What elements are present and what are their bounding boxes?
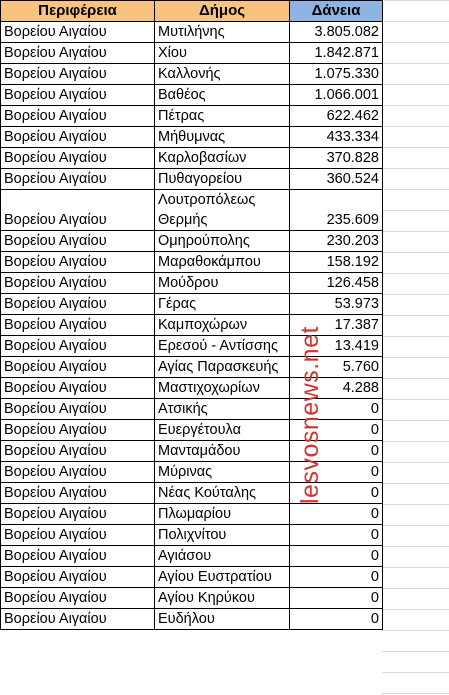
region-cell[interactable]: Βορείου Αιγαίου (1, 22, 155, 43)
municipality-cell[interactable]: Πλωμαρίου (155, 504, 290, 525)
loans-cell[interactable]: 158.192 (290, 252, 383, 273)
loans-cell[interactable]: 0 (290, 420, 383, 441)
table-row (1, 525, 383, 546)
loans-cell[interactable]: 0 (290, 441, 383, 462)
table-row (1, 85, 383, 106)
table-row (1, 483, 383, 504)
loans-cell[interactable]: 0 (290, 609, 383, 630)
table-row (1, 441, 383, 462)
table-row (1, 106, 383, 127)
empty-grid-area (382, 0, 449, 695)
loans-cell[interactable]: 1.066.001 (290, 85, 383, 106)
municipality-cell[interactable]: Γέρας (155, 294, 290, 315)
column-header-municipality[interactable]: Δήμος (155, 1, 290, 22)
region-cell[interactable]: Βορείου Αιγαίου (1, 462, 155, 483)
table-row (1, 273, 383, 294)
loans-cell[interactable]: 13.419 (290, 336, 383, 357)
table-row (1, 462, 383, 483)
table-row (1, 546, 383, 567)
municipality-cell[interactable]: Αγίου Κηρύκου (155, 588, 290, 609)
loans-cell[interactable]: 53.973 (290, 294, 383, 315)
loans-cell[interactable]: 235.609 (290, 190, 383, 231)
table-row (1, 190, 383, 231)
region-cell[interactable]: Βορείου Αιγαίου (1, 588, 155, 609)
loans-cell[interactable]: 370.828 (290, 148, 383, 169)
table-row (1, 399, 383, 420)
region-cell[interactable]: Βορείου Αιγαίου (1, 441, 155, 462)
municipality-cell[interactable]: Νέας Κούταλης (155, 483, 290, 504)
municipality-cell[interactable]: Ευεργέτουλα (155, 420, 290, 441)
column-header-loans[interactable]: Δάνεια (290, 1, 383, 22)
table-row (1, 148, 383, 169)
loans-cell[interactable]: 622.462 (290, 106, 383, 127)
table-row (1, 127, 383, 148)
region-cell[interactable]: Βορείου Αιγαίου (1, 273, 155, 294)
region-cell[interactable]: Βορείου Αιγαίου (1, 546, 155, 567)
loans-cell[interactable]: 0 (290, 504, 383, 525)
region-cell[interactable]: Βορείου Αιγαίου (1, 64, 155, 85)
municipality-cell[interactable]: Ομηρούπολης (155, 231, 290, 252)
municipality-cell[interactable]: Μαστιχοχωρίων (155, 378, 290, 399)
region-cell[interactable]: Βορείου Αιγαίου (1, 252, 155, 273)
table-row (1, 64, 383, 85)
loans-cell[interactable]: 360.524 (290, 169, 383, 190)
loans-cell[interactable]: 0 (290, 525, 383, 546)
region-cell[interactable]: Βορείου Αιγαίου (1, 43, 155, 64)
table-row (1, 43, 383, 64)
municipality-cell[interactable]: Μαραθοκάμπου (155, 252, 290, 273)
municipality-cell[interactable]: Μήθυμνας (155, 127, 290, 148)
table-row (1, 22, 383, 43)
region-cell[interactable]: Βορείου Αιγαίου (1, 399, 155, 420)
loans-cell[interactable]: 0 (290, 462, 383, 483)
header-row (1, 1, 383, 22)
region-cell[interactable]: Βορείου Αιγαίου (1, 378, 155, 399)
municipality-cell[interactable]: Χίου (155, 43, 290, 64)
region-cell[interactable]: Βορείου Αιγαίου (1, 315, 155, 336)
loans-cell[interactable]: 1.842.871 (290, 43, 383, 64)
loans-cell[interactable]: 0 (290, 567, 383, 588)
municipality-cell[interactable]: Καρλοβασίων (155, 148, 290, 169)
municipality-cell[interactable]: Μυτιλήνης (155, 22, 290, 43)
municipality-cell[interactable]: Αγίας Παρασκευής (155, 357, 290, 378)
municipality-cell[interactable]: Ερεσού - Αντίσσης (155, 336, 290, 357)
loans-cell[interactable]: 433.334 (290, 127, 383, 148)
table-row (1, 231, 383, 252)
municipality-cell[interactable]: Καλλονής (155, 64, 290, 85)
municipality-cell[interactable]: Πέτρας (155, 106, 290, 127)
table-row (1, 378, 383, 399)
table-body (1, 22, 383, 630)
loans-cell[interactable]: 0 (290, 483, 383, 504)
loans-cell[interactable]: 0 (290, 546, 383, 567)
table-row (1, 357, 383, 378)
loans-cell[interactable]: 230.203 (290, 231, 383, 252)
municipality-cell[interactable]: Μανταμάδου (155, 441, 290, 462)
loans-cell[interactable]: 5.760 (290, 357, 383, 378)
loans-cell[interactable]: 126.458 (290, 273, 383, 294)
table-row (1, 609, 383, 630)
municipality-cell[interactable]: Καμποχώρων (155, 315, 290, 336)
municipality-cell[interactable]: Λουτροπόλεως Θερμής (155, 190, 290, 231)
region-cell[interactable]: Βορείου Αιγαίου (1, 504, 155, 525)
table-row (1, 315, 383, 336)
municipality-cell[interactable]: Μύρινας (155, 462, 290, 483)
table-row (1, 567, 383, 588)
loans-cell[interactable]: 0 (290, 399, 383, 420)
region-cell[interactable]: Βορείου Αιγαίου (1, 169, 155, 190)
municipality-cell[interactable]: Ατσικής (155, 399, 290, 420)
region-cell[interactable]: Βορείου Αιγαίου (1, 190, 155, 231)
municipality-cell[interactable]: Αγιάσου (155, 546, 290, 567)
table-row (1, 588, 383, 609)
region-cell[interactable]: Βορείου Αιγαίου (1, 336, 155, 357)
region-cell[interactable]: Βορείου Αιγαίου (1, 420, 155, 441)
table-row (1, 252, 383, 273)
region-cell[interactable]: Βορείου Αιγαίου (1, 106, 155, 127)
municipality-cell[interactable]: Ευδήλου (155, 609, 290, 630)
region-cell[interactable]: Βορείου Αιγαίου (1, 525, 155, 546)
table-row (1, 336, 383, 357)
watermark: lesvosnews.net (296, 326, 324, 504)
loans-cell[interactable]: 17.387 (290, 315, 383, 336)
region-cell[interactable]: Βορείου Αιγαίου (1, 127, 155, 148)
region-cell[interactable]: Βορείου Αιγαίου (1, 148, 155, 169)
region-cell[interactable]: Βορείου Αιγαίου (1, 294, 155, 315)
table-row (1, 420, 383, 441)
loans-cell[interactable]: 0 (290, 588, 383, 609)
table-row (1, 504, 383, 525)
table-row (1, 294, 383, 315)
region-cell[interactable]: Βορείου Αιγαίου (1, 357, 155, 378)
region-cell[interactable]: Βορείου Αιγαίου (1, 85, 155, 106)
municipality-cell[interactable]: Μούδρου (155, 273, 290, 294)
loans-cell[interactable]: 3.805.082 (290, 22, 383, 43)
loans-cell[interactable]: 1.075.330 (290, 64, 383, 85)
region-cell[interactable]: Βορείου Αιγαίου (1, 483, 155, 504)
region-cell[interactable]: Βορείου Αιγαίου (1, 231, 155, 252)
municipality-cell[interactable]: Πυθαγορείου (155, 169, 290, 190)
municipality-cell[interactable]: Αγίου Ευστρατίου (155, 567, 290, 588)
region-cell[interactable]: Βορείου Αιγαίου (1, 609, 155, 630)
municipality-cell[interactable]: Βαθέος (155, 85, 290, 106)
loans-cell[interactable]: 4.288 (290, 378, 383, 399)
region-cell[interactable]: Βορείου Αιγαίου (1, 567, 155, 588)
column-header-region[interactable]: Περιφέρεια (1, 1, 155, 22)
municipality-cell[interactable]: Πολιχνίτου (155, 525, 290, 546)
table-row (1, 169, 383, 190)
